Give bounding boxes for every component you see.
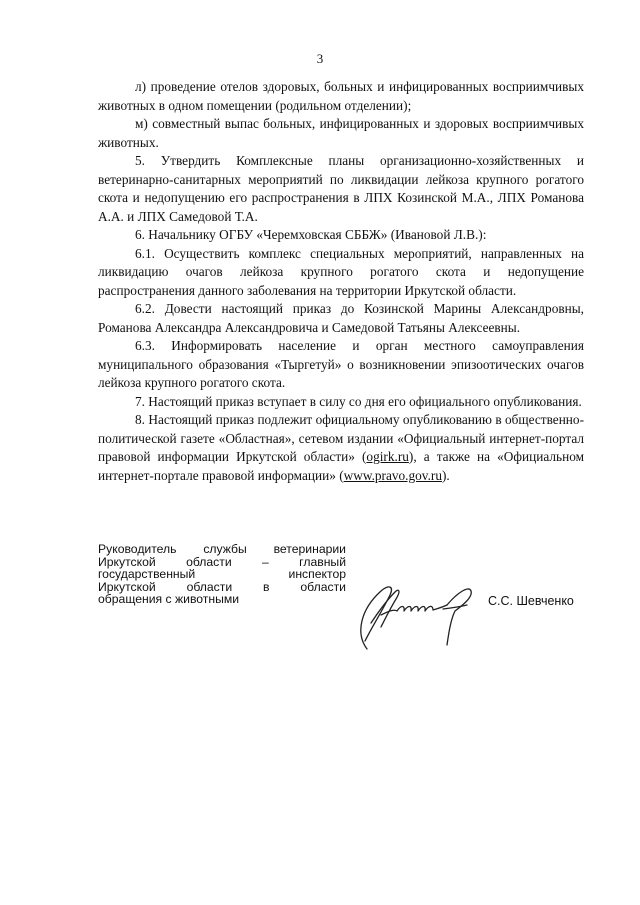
- signatory-title: [98, 543, 346, 606]
- paragraph-l: л) проведение отелов здоровых, больных и инфицированных восприимчивых животных в одном помещении (родильном отделении);: [98, 79, 584, 113]
- title-word: главный: [299, 554, 346, 569]
- paragraph-6-1: 6.1. Осуществить комплекс специальных мероприятий, направленных на ликвидацию очагов лейкоза крупного рогатого скота и недопущение распространения данного заболевания на территории Иркутской области.: [98, 245, 584, 298]
- paragraph-7: 7. Настоящий приказ вступает в силу со дня его официального опубликования.: [135, 393, 582, 409]
- title-word: –: [262, 554, 269, 569]
- title-word: ветеринарии: [273, 542, 346, 556]
- handwritten-signature: [345, 575, 480, 655]
- ogirk-link[interactable]: ogirk.ru: [366, 449, 409, 464]
- title-word: Иркутской: [98, 554, 156, 569]
- signatory-title-line-5: [98, 593, 346, 606]
- document-body: [98, 78, 584, 485]
- paragraph-5: 5. Утвердить Комплексные планы организационно-хозяйственных и ветеринарно-санитарных мероприятий по ликвидации лейкоза крупного рогатого скота и недопущению его распространения в ЛПХ Козинской М.А., ЛПХ Романова А.А. и ЛПХ Самедовой Т.А.: [98, 153, 584, 224]
- title-word: в: [263, 579, 270, 594]
- pravo-gov-link[interactable]: www.pravo.gov.ru: [343, 467, 442, 483]
- paragraph-6-2: 6.2. Довести настоящий приказ до Козинской Марины Александровны, Романова Александра Александровича и Самедовой Татьяны Алексеевны.: [98, 301, 584, 335]
- title-word: области: [300, 579, 346, 594]
- title-word: службы: [203, 542, 247, 556]
- paragraph-m: м) совместный выпас больных, инфицированных и здоровых восприимчивых животных.: [98, 116, 584, 150]
- title-word: обращения с животными: [98, 592, 240, 606]
- title-word: области: [186, 579, 233, 594]
- paragraph-6: 6. Начальнику ОГБУ «Черемховская СББЖ» (Ивановой Л.В.):: [135, 227, 487, 242]
- title-word: области: [186, 554, 232, 569]
- signatory-title-line-1: [98, 543, 346, 556]
- title-word: государственный: [98, 567, 196, 581]
- page-number: 3: [316, 51, 324, 66]
- paragraph-8-text-end: ).: [442, 467, 450, 483]
- paragraph-8: [98, 411, 584, 485]
- signer-name: С.С. Шевченко: [488, 594, 574, 608]
- paragraph-8-text-middle: ), а также на «Официальном интернет-портале правовой информации» (: [98, 449, 584, 483]
- paragraph-8-text-start: 8. Настоящий приказ подлежит официальному опубликованию в общественно-политической газете «Областная», сетевом издании «Официальный интернет-портал правовой информации Иркутской области» (: [98, 412, 584, 464]
- signatory-title-line-3: [98, 568, 346, 581]
- title-word: Руководитель: [98, 542, 177, 556]
- title-word: Иркутской: [98, 579, 156, 594]
- title-word: инспектор: [288, 567, 346, 581]
- paragraph-6-3: 6.3. Информировать население и орган местного самоуправления муниципального образования «Тыргетуй» о возникновении эпизоотических очагов лейкоза крупного рогатого скота.: [98, 338, 584, 390]
